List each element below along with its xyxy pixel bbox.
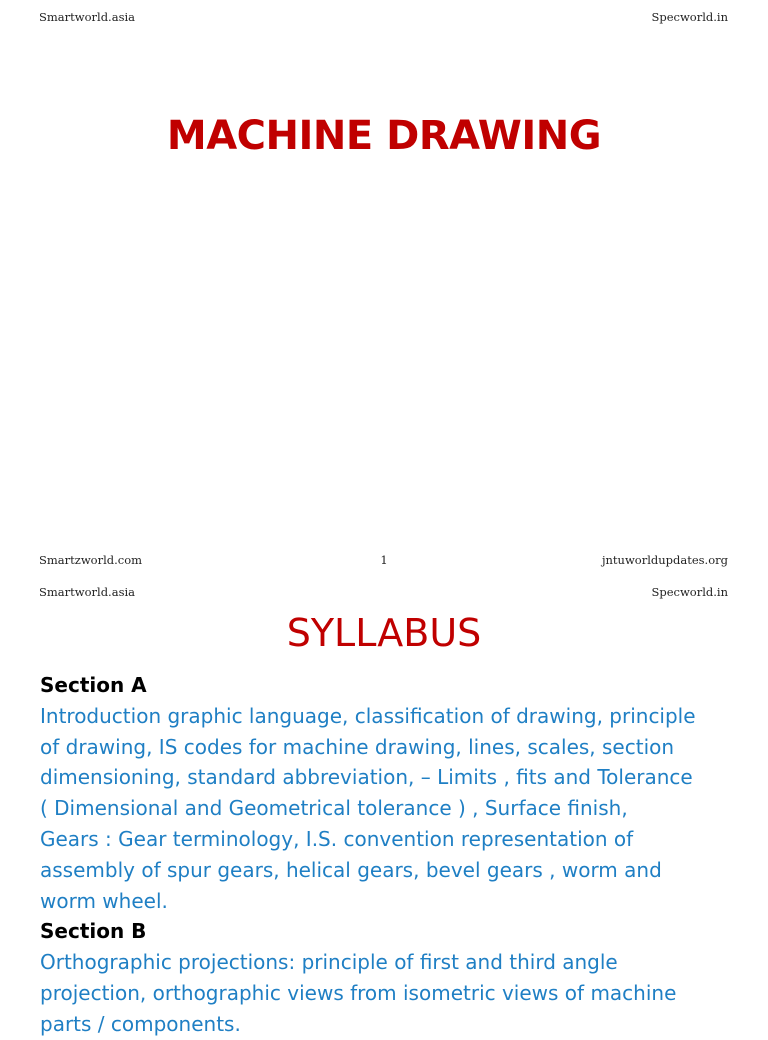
footer-right-text: jntuworldupdates.org <box>601 553 728 567</box>
section-a-line: of drawing, IS codes for machine drawing, lines, scales, section <box>40 734 675 759</box>
section-b-line: Orthographic projections: principle of first and third angle <box>40 950 618 975</box>
section-b-line: projection, orthographic views from isometric views of machine <box>40 980 677 1005</box>
footer-left-text: Smartzworld.com <box>39 553 143 567</box>
section-a-heading: Section A <box>40 673 147 697</box>
section-a-body <box>40 701 740 917</box>
header-right-text: Specworld.in <box>651 10 728 24</box>
header-left-text: Smartworld.asia <box>39 10 136 24</box>
header-right-text: Specworld.in <box>651 585 728 599</box>
document-title: MACHINE DRAWING <box>166 113 602 159</box>
syllabus-content <box>40 670 740 1040</box>
section-a-line: worm wheel. <box>40 888 168 913</box>
header-left-text: Smartworld.asia <box>39 585 136 599</box>
section-b-body <box>40 947 740 1039</box>
section-a-line: Gears : Gear terminology, I.S. convention representation of <box>40 826 634 851</box>
page-number: 1 <box>380 553 388 567</box>
section-b-heading: Section B <box>40 919 147 944</box>
syllabus-heading: SYLLABUS <box>286 611 482 655</box>
section-b-line: parts / components. <box>40 1011 241 1036</box>
section-a-line: ( Dimensional and Geometrical tolerance ) , Surface finish, <box>40 796 628 821</box>
section-a-line: assembly of spur gears, helical gears, bevel gears , worm and <box>40 857 662 882</box>
section-a-line: dimensioning, standard abbreviation, – Limits , fits and Tolerance <box>40 765 693 790</box>
section-a-line: Introduction graphic language, classification of drawing, principle <box>40 703 696 728</box>
